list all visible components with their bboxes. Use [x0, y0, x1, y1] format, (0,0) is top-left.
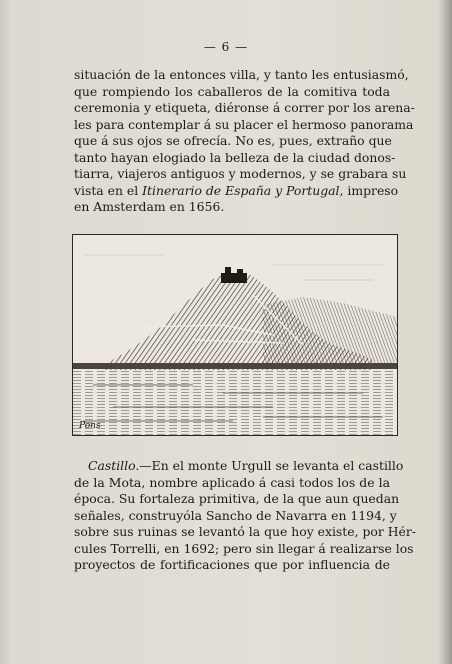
text-line: tiarra, viajeros antiguos y modernos, y se grabara su	[74, 166, 407, 181]
text-fragment: vista en el	[74, 182, 143, 198]
engraving-illustration	[72, 234, 398, 436]
text-line: señales, construyóla Sancho de Navarra en 1194, y	[74, 507, 397, 523]
text-fragment: —En el monte Urgull se levanta el castillo	[139, 458, 404, 473]
text-line: situación de la entonces villa, y tanto les entusiasmó,	[74, 67, 409, 82]
text-line-with-heading	[74, 458, 404, 475]
text-line: que rompiendo los caballeros de la comitiva toda	[74, 83, 390, 99]
text-fragment: , impreso	[339, 182, 399, 198]
text-line: en Amsterdam en 1656.	[74, 199, 225, 214]
page-number: — 6 —	[203, 40, 249, 54]
text-line: ceremonia y etiqueta, diéronse á correr por los arena-	[74, 100, 415, 115]
text-line-with-title	[74, 182, 399, 200]
text-line: cules Torrelli, en 1692; pero sin llegar á realizarse los	[74, 540, 414, 556]
text-line: tanto hayan elogiado la belleza de la ciudad donos-	[74, 149, 396, 165]
text-line: les para contemplar á su placer el hermoso panorama	[74, 116, 414, 132]
section-heading: Castillo.	[88, 458, 140, 473]
text-line: de la Mota, nombre aplicado á casi todos los de la	[74, 474, 390, 490]
text-line: que á sus ojos se ofrecía. No es, pues, extraño que	[74, 133, 392, 148]
artist-signature: Pons	[79, 421, 101, 431]
text-line: proyectos de fortificaciones que por influencia de	[74, 557, 390, 572]
monte-urgull-engraving	[73, 235, 397, 435]
text-line: época. Su fortaleza primitiva, de la que aun quedan	[74, 491, 400, 506]
book-title: Itinerario de España y Portugal	[142, 182, 340, 198]
paragraph-2	[74, 458, 416, 574]
text-line: sobre sus ruinas se levantó la que hoy existe, por Hér-	[74, 524, 416, 539]
paragraph-1	[74, 67, 415, 216]
